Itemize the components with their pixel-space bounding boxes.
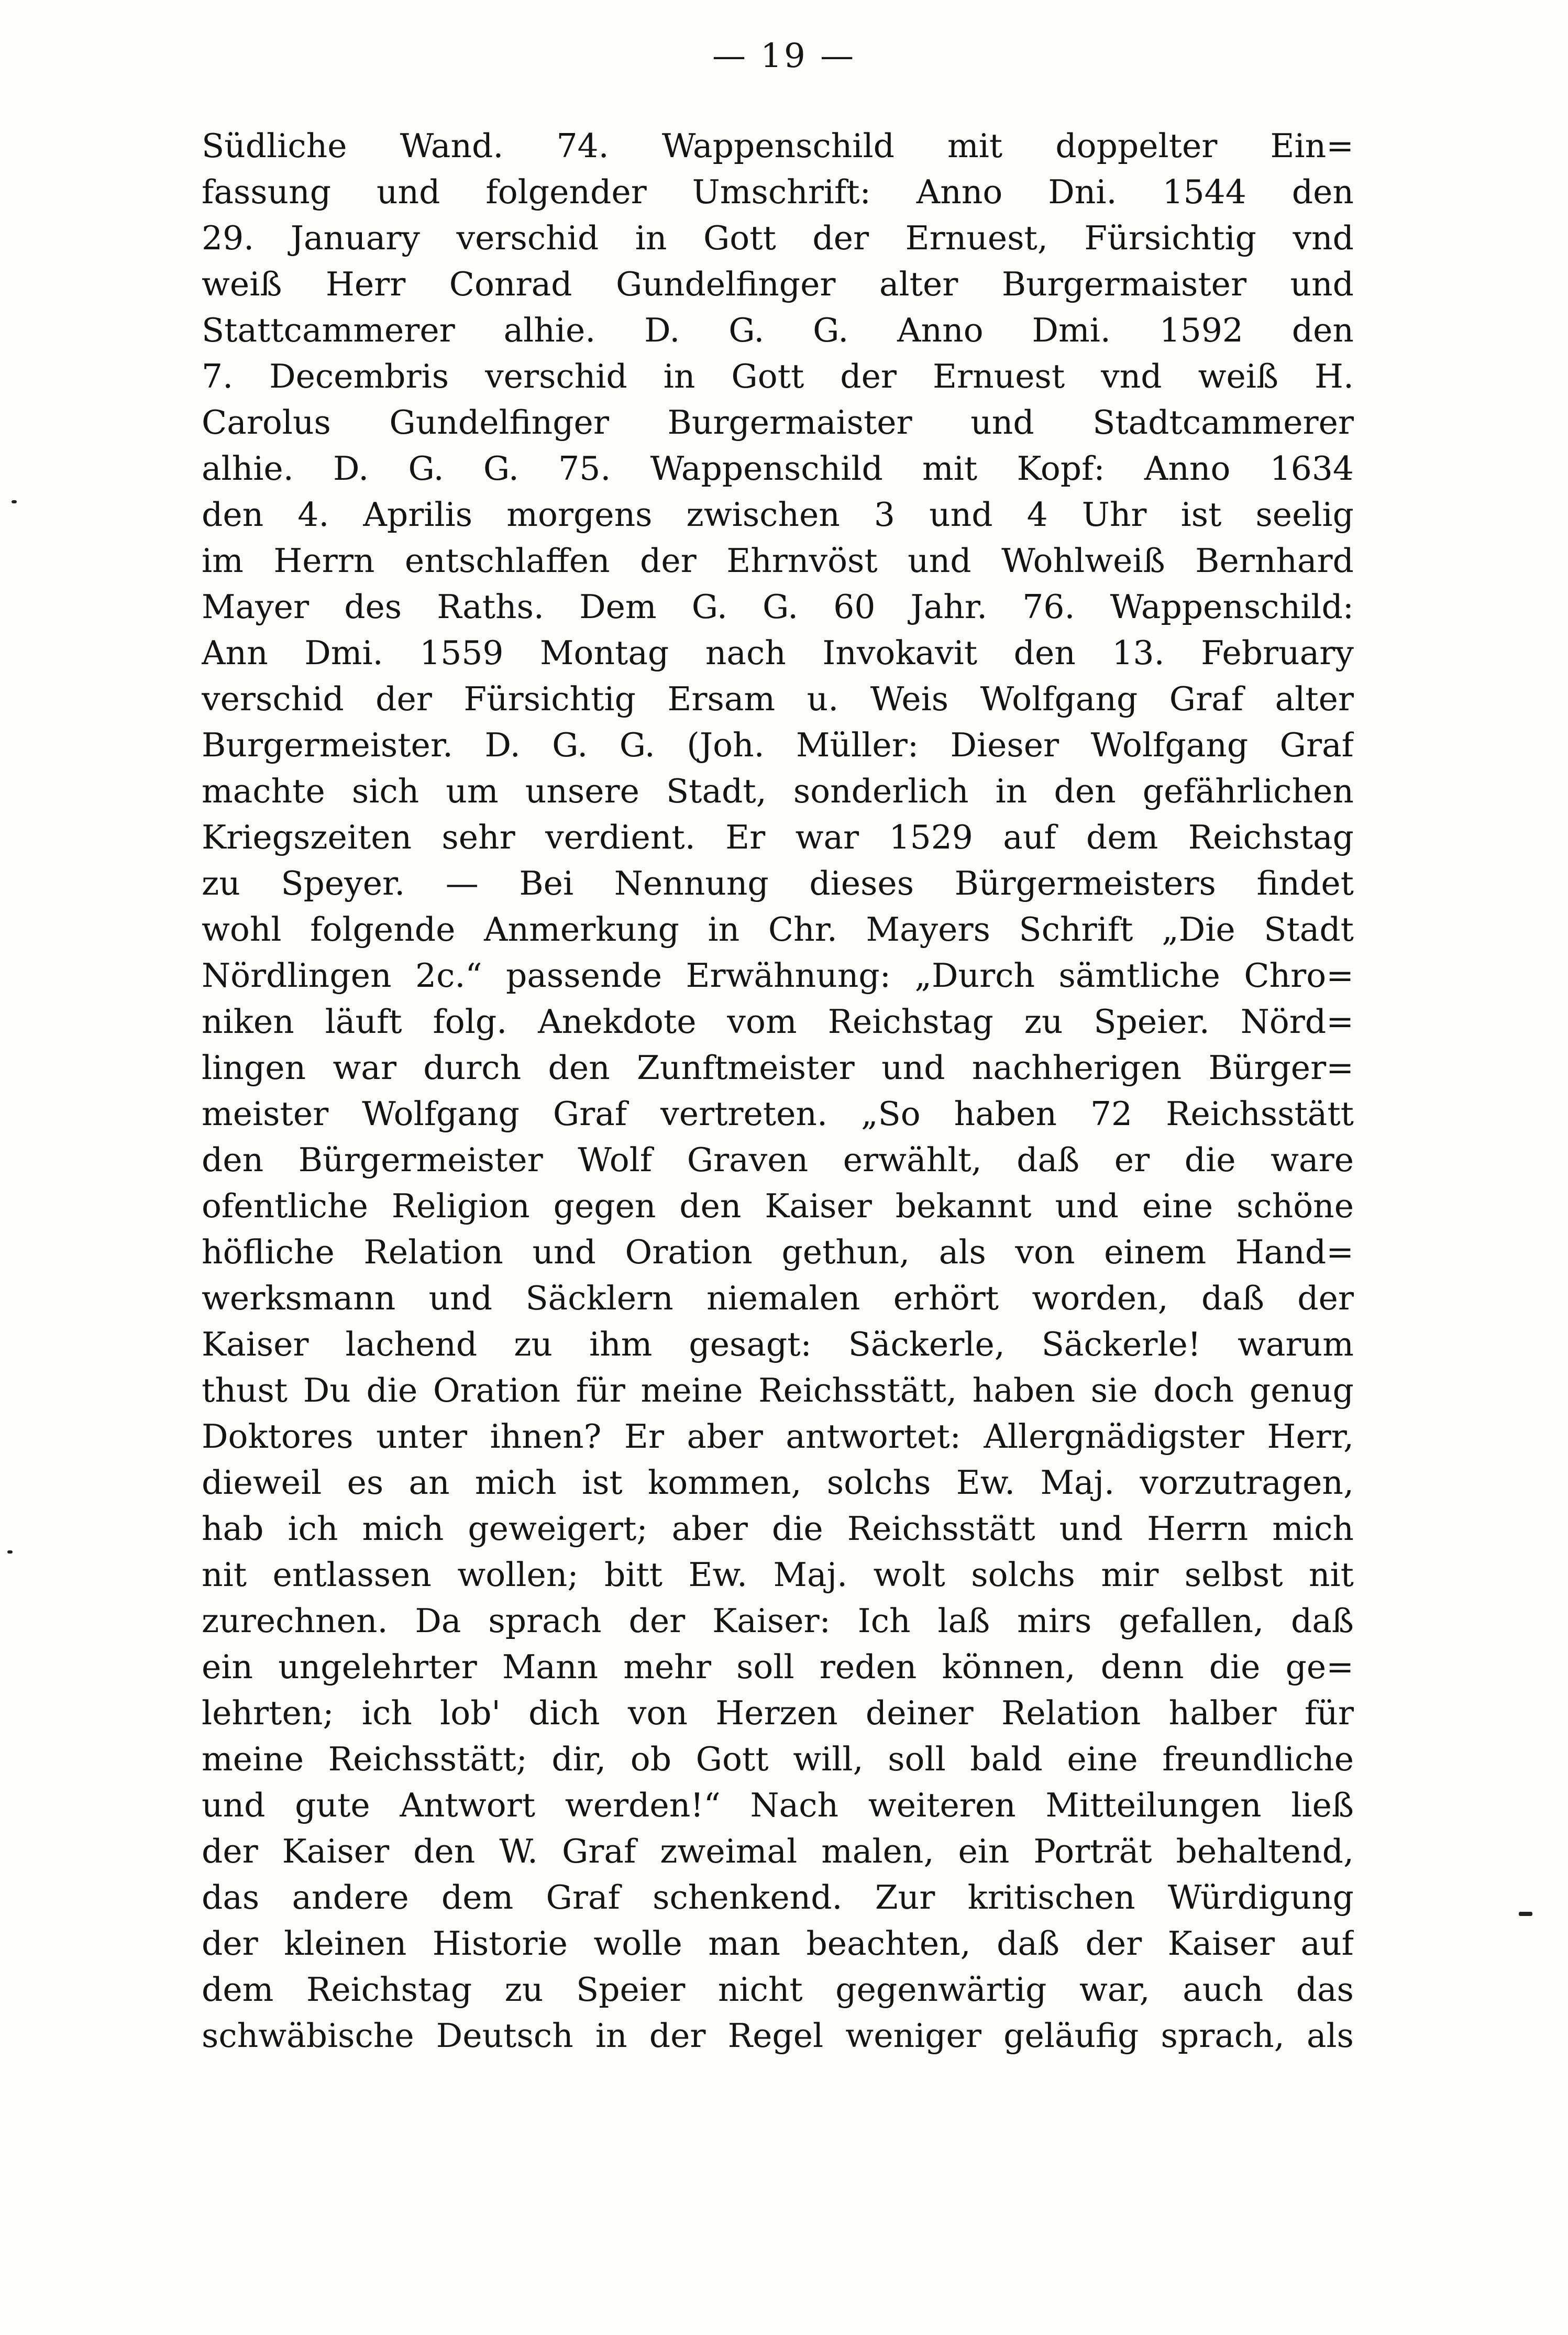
text-line: weiß Herr Conrad Gundelfinger alter Burgermaister und: [202, 265, 1354, 303]
text-line: schwäbische Deutsch in der Regel weniger geläufig sprach, als: [202, 2017, 1354, 2055]
text-line: Doktores unter ihnen? Er aber antwortet: Allergnädigster Herr,: [202, 1417, 1354, 1456]
scan-speck: [12, 500, 17, 503]
text-line: 7. Decembris verschid in Gott der Ernuest vnd weiß H.: [202, 357, 1354, 395]
text-line: das andere dem Graf schenkend. Zur kritischen Würdigung: [202, 1878, 1354, 1917]
text-line: meister Wolfgang Graf vertreten. „So haben 72 Reichsstätt: [202, 1095, 1354, 1133]
text-line: Carolus Gundelfinger Burgermaister und Stadtcammerer: [202, 403, 1354, 442]
text-line: alhie. D. G. G. 75. Wappenschild mit Kopf: Anno 1634: [202, 449, 1354, 488]
text-line: Mayer des Raths. Dem G. G. 60 Jahr. 76. Wappenschild:: [202, 588, 1354, 626]
text-line: meine Reichsstätt; dir, ob Gott will, soll bald eine freundliche: [202, 1740, 1354, 1778]
text-line: hab ich mich geweigert; aber die Reichsstätt und Herrn mich: [202, 1510, 1354, 1548]
text-line: werksmann und Säcklern niemalen erhört worden, daß der: [202, 1279, 1354, 1317]
text-line: Ann Dmi. 1559 Montag nach Invokavit den 13. February: [202, 634, 1354, 672]
text-line: dem Reichstag zu Speier nicht gegenwärtig war, auch das: [202, 1970, 1354, 2009]
text-line: den 4. Aprilis morgens zwischen 3 und 4 Uhr ist seelig: [202, 495, 1354, 534]
text-line: verschid der Fürsichtig Ersam u. Weis Wolfgang Graf alter: [202, 680, 1354, 718]
text-line: machte sich um unsere Stadt, sonderlich in den gefährlichen: [202, 772, 1354, 810]
text-line: im Herrn entschlaffen der Ehrnvöst und Wohlweiß Bernhard: [202, 542, 1354, 580]
text-line: 29. January verschid in Gott der Ernuest, Fürsichtig vnd: [202, 219, 1354, 257]
text-line: Kriegszeiten sehr verdient. Er war 1529 auf dem Reichstag: [202, 818, 1354, 856]
scan-speck: [1519, 1912, 1532, 1916]
body-text: [202, 123, 1354, 2059]
text-line: ein ungelehrter Mann mehr soll reden können, denn die ge=: [202, 1648, 1354, 1686]
text-line: der kleinen Historie wolle man beachten, daß der Kaiser auf: [202, 1924, 1354, 1963]
text-line: Burgermeister. D. G. G. (Joh. Müller: Dieser Wolfgang Graf: [202, 726, 1354, 764]
text-line: ofentliche Religion gegen den Kaiser bekannt und eine schöne: [202, 1187, 1354, 1225]
text-line: höfliche Relation und Oration gethun, als von einem Hand=: [202, 1233, 1354, 1271]
text-line: den Bürgermeister Wolf Graven erwählt, daß er die ware: [202, 1141, 1354, 1179]
scan-speck: [7, 1550, 13, 1554]
text-line: wohl folgende Anmerkung in Chr. Mayers Schrift „Die Stadt: [202, 910, 1354, 949]
text-line: zu Speyer. — Bei Nennung dieses Bürgermeisters findet: [202, 864, 1354, 902]
text-line: und gute Antwort werden!“ Nach weiteren Mitteilungen ließ: [202, 1786, 1354, 1824]
text-line: thust Du die Oration für meine Reichsstätt, haben sie doch genug: [202, 1371, 1354, 1409]
text-line: Nördlingen 2c.“ passende Erwähnung: „Durch sämtliche Chro=: [202, 956, 1354, 995]
text-line: fassung und folgender Umschrift: Anno Dni. 1544 den: [202, 173, 1354, 211]
text-line: dieweil es an mich ist kommen, solchs Ew. Maj. vorzutragen,: [202, 1463, 1354, 1502]
text-line: Südliche Wand. 74. Wappenschild mit doppelter Ein=: [202, 127, 1354, 165]
text-line: der Kaiser den W. Graf zweimal malen, ein Porträt behaltend,: [202, 1832, 1354, 1870]
text-line: lingen war durch den Zunftmeister und nachherigen Bürger=: [202, 1049, 1354, 1087]
text-line: niken läuft folg. Anekdote vom Reichstag zu Speier. Nörd=: [202, 1003, 1354, 1041]
text-line: Stattcammerer alhie. D. G. G. Anno Dmi. 1592 den: [202, 311, 1354, 349]
text-line: nit entlassen wollen; bitt Ew. Maj. wolt solchs mir selbst nit: [202, 1556, 1354, 1594]
text-line: Kaiser lachend zu ihm gesagt: Säckerle, Säckerle! warum: [202, 1325, 1354, 1363]
text-line: zurechnen. Da sprach der Kaiser: Ich laß mirs gefallen, daß: [202, 1602, 1354, 1640]
text-line: lehrten; ich lob' dich von Herzen deiner Relation halber für: [202, 1694, 1354, 1732]
page-number: — 19 —: [712, 37, 856, 75]
